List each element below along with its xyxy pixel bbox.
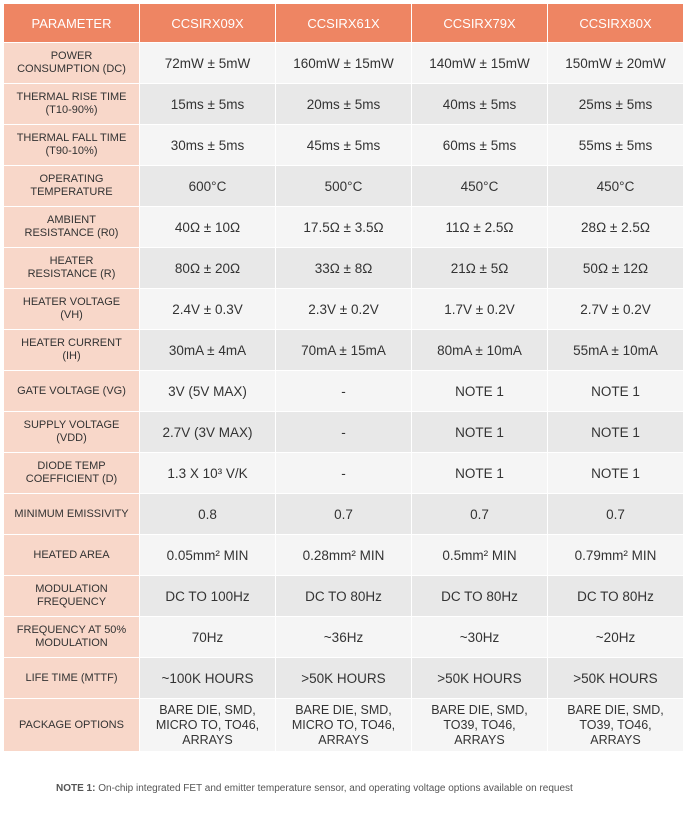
value-cell: 28Ω ± 2.5Ω — [548, 207, 683, 247]
table-row — [4, 207, 683, 247]
value-cell: 60ms ± 5ms — [412, 125, 547, 165]
parameter-label: (T10-90%) — [45, 104, 98, 116]
value-cell: DC TO 80Hz — [412, 576, 547, 616]
value-cell: - — [276, 371, 411, 411]
value-cell: 1.7V ± 0.2V — [412, 289, 547, 329]
value-cell: 1.3 X 10³ V/K — [140, 453, 275, 493]
table-row — [4, 453, 683, 493]
value-cell: 0.28mm² MIN — [276, 535, 411, 575]
table-row — [4, 412, 683, 452]
parameter-label: RESISTANCE (R0) — [24, 227, 119, 239]
value-cell: 2.7V ± 0.2V — [548, 289, 683, 329]
table-row — [4, 43, 683, 83]
value-line: ARRAYS — [318, 732, 369, 747]
value-cell: 2.4V ± 0.3V — [140, 289, 275, 329]
specification-table — [3, 3, 684, 752]
header-parameter: PARAMETER — [4, 4, 139, 42]
table-row — [4, 699, 683, 751]
value-cell: 72mW ± 5mW — [140, 43, 275, 83]
value-cell: 500°C — [276, 166, 411, 206]
value-cell: 0.7 — [548, 494, 683, 534]
value-cell: NOTE 1 — [548, 371, 683, 411]
value-cell: 0.7 — [412, 494, 547, 534]
value-cell: 40ms ± 5ms — [412, 84, 547, 124]
parameter-label: GATE VOLTAGE (VG) — [17, 384, 126, 397]
value-cell: 33Ω ± 8Ω — [276, 248, 411, 288]
value-line: ARRAYS — [182, 732, 233, 747]
parameter-cell — [4, 125, 139, 165]
value-cell: NOTE 1 — [548, 412, 683, 452]
value-cell: ~30Hz — [412, 617, 547, 657]
header-model: CCSIRX09X — [140, 4, 275, 42]
value-cell: DC TO 80Hz — [276, 576, 411, 616]
parameter-cell — [4, 248, 139, 288]
value-cell: 20ms ± 5ms — [276, 84, 411, 124]
parameter-label: HEATER VOLTAGE — [22, 296, 121, 308]
parameter-label: MODULATION — [35, 637, 108, 649]
footnote-text: On-chip integrated FET and emitter temperature sensor, and operating voltage options available on request — [95, 783, 573, 794]
header-model: CCSIRX80X — [548, 4, 683, 42]
parameter-label: RESISTANCE (R) — [27, 268, 116, 280]
value-cell: 140mW ± 15mW — [412, 43, 547, 83]
value-cell: 450°C — [412, 166, 547, 206]
value-cell: >50K HOURS — [412, 658, 547, 698]
table-row — [4, 617, 683, 657]
value-cell: 45ms ± 5ms — [276, 125, 411, 165]
parameter-cell — [4, 576, 139, 616]
value-cell: - — [276, 453, 411, 493]
value-cell: NOTE 1 — [412, 453, 547, 493]
table-row — [4, 371, 683, 411]
parameter-label: OPERATING — [39, 173, 104, 185]
value-line: BARE DIE, SMD, — [431, 702, 528, 717]
value-line: ARRAYS — [590, 732, 641, 747]
table-row — [4, 289, 683, 329]
footnote — [56, 783, 573, 794]
parameter-cell — [4, 43, 139, 83]
parameter-label: PACKAGE OPTIONS — [19, 718, 124, 731]
value-cell: DC TO 80Hz — [548, 576, 683, 616]
parameter-cell — [4, 617, 139, 657]
value-cell: 2.3V ± 0.2V — [276, 289, 411, 329]
value-cell: - — [276, 412, 411, 452]
value-line: ARRAYS — [454, 732, 505, 747]
parameter-cell — [4, 453, 139, 493]
value-cell: NOTE 1 — [548, 453, 683, 493]
value-cell: 150mW ± 20mW — [548, 43, 683, 83]
value-cell: ~36Hz — [276, 617, 411, 657]
value-cell: 600°C — [140, 166, 275, 206]
value-cell: 25ms ± 5ms — [548, 84, 683, 124]
parameter-label: AMBIENT — [47, 214, 96, 226]
parameter-label: THERMAL RISE TIME — [16, 91, 127, 103]
value-cell — [140, 699, 275, 751]
table-row — [4, 166, 683, 206]
parameter-label: SUPPLY VOLTAGE — [23, 419, 120, 431]
parameter-label: FREQUENCY — [36, 596, 107, 608]
parameter-label: FREQUENCY AT 50% — [16, 624, 127, 636]
parameter-label: MINIMUM EMISSIVITY — [14, 507, 129, 520]
value-cell: 50Ω ± 12Ω — [548, 248, 683, 288]
value-cell: 30mA ± 4mA — [140, 330, 275, 370]
value-cell: NOTE 1 — [412, 371, 547, 411]
value-cell: ~100K HOURS — [140, 658, 275, 698]
value-cell: ~20Hz — [548, 617, 683, 657]
value-cell: 3V (5V MAX) — [140, 371, 275, 411]
parameter-label: MODULATION — [35, 583, 108, 595]
value-cell: 21Ω ± 5Ω — [412, 248, 547, 288]
value-cell: 11Ω ± 2.5Ω — [412, 207, 547, 247]
parameter-cell — [4, 84, 139, 124]
parameter-label: POWER — [50, 50, 93, 62]
value-cell: DC TO 100Hz — [140, 576, 275, 616]
value-cell: 0.05mm² MIN — [140, 535, 275, 575]
parameter-label: (VDD) — [56, 432, 87, 444]
parameter-cell — [4, 535, 139, 575]
value-cell: 0.7 — [276, 494, 411, 534]
table-row — [4, 248, 683, 288]
value-line: MICRO TO, TO46, — [291, 717, 396, 732]
parameter-cell — [4, 412, 139, 452]
value-line: BARE DIE, SMD, — [159, 702, 256, 717]
value-line: TO39, TO46, — [443, 717, 516, 732]
parameter-cell — [4, 699, 139, 751]
table-row — [4, 330, 683, 370]
value-cell: >50K HOURS — [276, 658, 411, 698]
value-cell: >50K HOURS — [548, 658, 683, 698]
table-header — [4, 4, 683, 42]
parameter-label: (VH) — [60, 309, 83, 321]
table-row — [4, 84, 683, 124]
value-cell — [276, 699, 411, 751]
header-model: CCSIRX61X — [276, 4, 411, 42]
parameter-label: THERMAL FALL TIME — [16, 132, 127, 144]
value-cell: NOTE 1 — [412, 412, 547, 452]
value-cell: 70Hz — [140, 617, 275, 657]
parameter-cell — [4, 330, 139, 370]
parameter-label: TEMPERATURE — [30, 186, 113, 198]
parameter-cell — [4, 658, 139, 698]
value-cell: 55ms ± 5ms — [548, 125, 683, 165]
value-line: MICRO TO, TO46, — [155, 717, 260, 732]
value-cell: 0.79mm² MIN — [548, 535, 683, 575]
parameter-cell — [4, 494, 139, 534]
table-row — [4, 494, 683, 534]
value-cell: 2.7V (3V MAX) — [140, 412, 275, 452]
parameter-cell — [4, 166, 139, 206]
value-cell — [548, 699, 683, 751]
value-line: BARE DIE, SMD, — [295, 702, 392, 717]
value-cell: 15ms ± 5ms — [140, 84, 275, 124]
parameter-cell — [4, 289, 139, 329]
table-body — [4, 43, 683, 751]
value-cell: 30ms ± 5ms — [140, 125, 275, 165]
parameter-label: (T90-10%) — [45, 145, 98, 157]
parameter-label: LIFE TIME (MTTF) — [25, 671, 118, 684]
parameter-label: (IH) — [62, 350, 81, 362]
value-cell: 40Ω ± 10Ω — [140, 207, 275, 247]
parameter-label: HEATER — [49, 255, 94, 267]
value-cell: 160mW ± 15mW — [276, 43, 411, 83]
value-cell: 55mA ± 10mA — [548, 330, 683, 370]
parameter-cell — [4, 371, 139, 411]
value-line: TO39, TO46, — [579, 717, 652, 732]
parameter-cell — [4, 207, 139, 247]
table-row — [4, 658, 683, 698]
parameter-label: DIODE TEMP — [37, 460, 106, 472]
table-row — [4, 576, 683, 616]
parameter-label: HEATED AREA — [33, 548, 110, 561]
value-cell: 17.5Ω ± 3.5Ω — [276, 207, 411, 247]
parameter-label: CONSUMPTION (DC) — [17, 63, 126, 75]
header-model: CCSIRX79X — [412, 4, 547, 42]
value-cell: 450°C — [548, 166, 683, 206]
parameter-label: HEATER CURRENT — [21, 337, 122, 349]
table-row — [4, 125, 683, 165]
value-cell — [412, 699, 547, 751]
parameter-label: COEFFICIENT (D) — [25, 473, 118, 485]
value-cell: 80Ω ± 20Ω — [140, 248, 275, 288]
value-cell: 0.8 — [140, 494, 275, 534]
header-row — [4, 4, 683, 42]
value-cell: 70mA ± 15mA — [276, 330, 411, 370]
table-row — [4, 535, 683, 575]
value-cell: 0.5mm² MIN — [412, 535, 547, 575]
footnote-label: NOTE 1: — [56, 783, 96, 794]
value-line: BARE DIE, SMD, — [567, 702, 664, 717]
value-cell: 80mA ± 10mA — [412, 330, 547, 370]
